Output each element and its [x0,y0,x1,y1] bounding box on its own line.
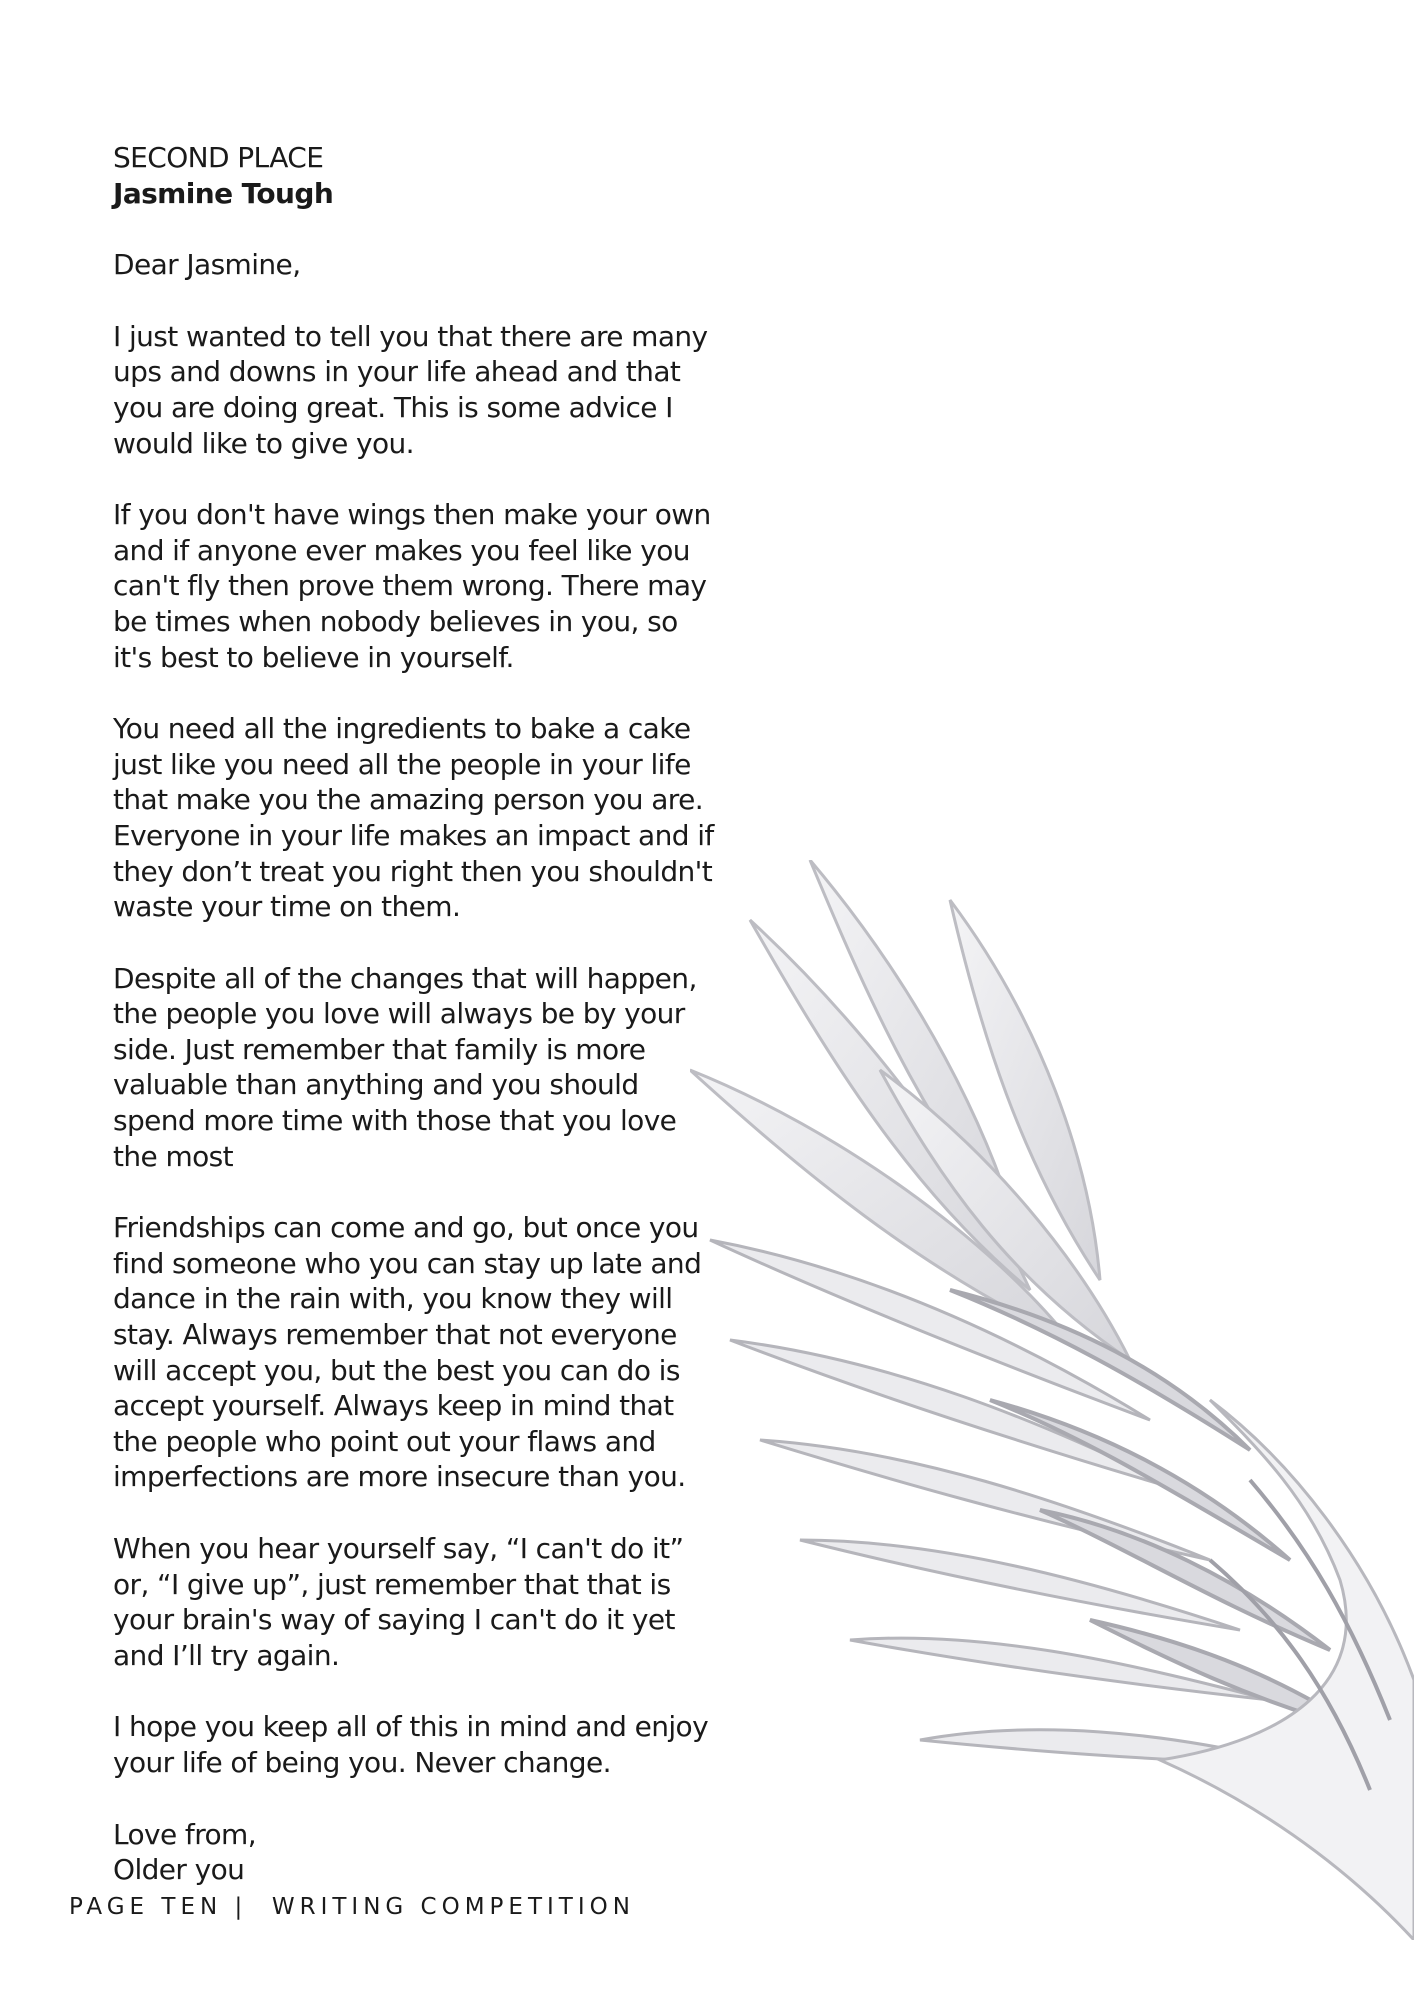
letter-body [113,140,718,1888]
letter-greeting: Dear Jasmine, [113,248,301,282]
letter-signoff: Love from, [113,1817,256,1851]
letter-paragraph: Despite all of the changes that will happen, the people you love will always be by your side. Just remember that family is more valuable than anything and you should spend more time with those that you love the most [113,961,697,1173]
letter-paragraph: When you hear yourself say, “I can't do it” or, “I give up”, just remember that that is your brain's way of saying I can't do it yet and I’ll try again. [113,1532,684,1672]
award-place: SECOND PLACE [113,141,324,174]
letter-paragraph: I just wanted to tell you that there are many ups and downs in your life ahead and that you are doing great. This is some advice I would like to give you. [113,319,708,460]
angel-wing-icon [690,860,1414,1940]
letter-paragraph: If you don't have wings then make your own and if anyone ever makes you feel like you can't fly then prove them wrong. There may be times when nobody believes in you, so it's best to believe in yourself. [113,498,711,674]
letter-paragraph: I hope you keep all of this in mind and enjoy your life of being you. Never change. [113,1710,709,1779]
letter-paragraph: Friendships can come and go, but once you find someone who you can stay up late and dance in the rain with, you know they will stay. Always remember that not everyone will accept you, but the best you can do is accept yourself. Always keep in mind that the people who point out your flaws and imperfections are more insecure than you. [113,1211,702,1494]
letter-paragraph: You need all the ingredients to bake a cake just like you need all the people in your life that make you the amazing person you are. Everyone in your life makes an impact and if they don’t treat you right then you shouldn't waste your time on them. [113,712,714,924]
letter-signature: Older you [113,1853,245,1887]
author-name: Jasmine Tough [113,176,334,210]
page-footer: PAGE TEN | WRITING COMPETITION [69,1894,635,1920]
